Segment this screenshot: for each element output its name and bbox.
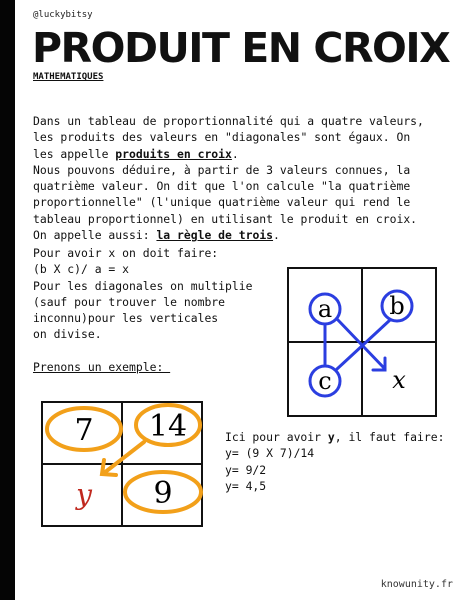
example-heading: Prenons un exemple:: [33, 360, 171, 374]
cross-product-diagram: [287, 267, 437, 417]
left-accent-bar: [0, 0, 15, 600]
example-diagram: [36, 396, 208, 530]
value-9: 9: [153, 476, 173, 511]
author-handle: @luckybitsy: [33, 10, 93, 20]
label-b: b: [389, 292, 405, 320]
label-a: a: [317, 295, 333, 323]
value-14: 14: [148, 409, 188, 444]
intro-paragraph: Dans un tableau de proportionnalité qui a quatre valeurs, les produits des valeurs en "diagonales" sont égaux. On les appelle produits en croix. Nous pouvons déduire, à partir de 3 valeurs connues, la quatrième valeur. On dit que l'on calcule "la quatrième proportionnelle" (l'unique quatrième valeur qui rend le tableau proportionnel) en utilisant le produit en croix. On appelle aussi: la règle de trois.: [33, 114, 424, 243]
term-regle-de-trois: la règle de trois: [156, 228, 274, 243]
page-title: PRODUIT EN CROIX: [32, 24, 450, 72]
subject-label: MATHEMATIQUES: [33, 72, 104, 82]
watermark: knowunity.fr: [380, 579, 453, 590]
example-explanation: Ici pour avoir y, il faut faire: y= (9 X 7)/14 y= 9/2 y= 4,5: [225, 430, 445, 493]
value-y: y: [76, 478, 92, 511]
label-c: c: [318, 367, 332, 395]
label-x: x: [392, 366, 406, 394]
value-7: 7: [74, 413, 94, 448]
term-produits-en-croix: produits en croix: [115, 146, 232, 161]
variable-y: y: [327, 430, 335, 444]
method-paragraph: Pour avoir x on doit faire: (b X c)/ a = x Pour les diagonales on multiplie (sauf pour trouver le nombre inconnu)pour les verticales on divise.: [33, 246, 253, 342]
